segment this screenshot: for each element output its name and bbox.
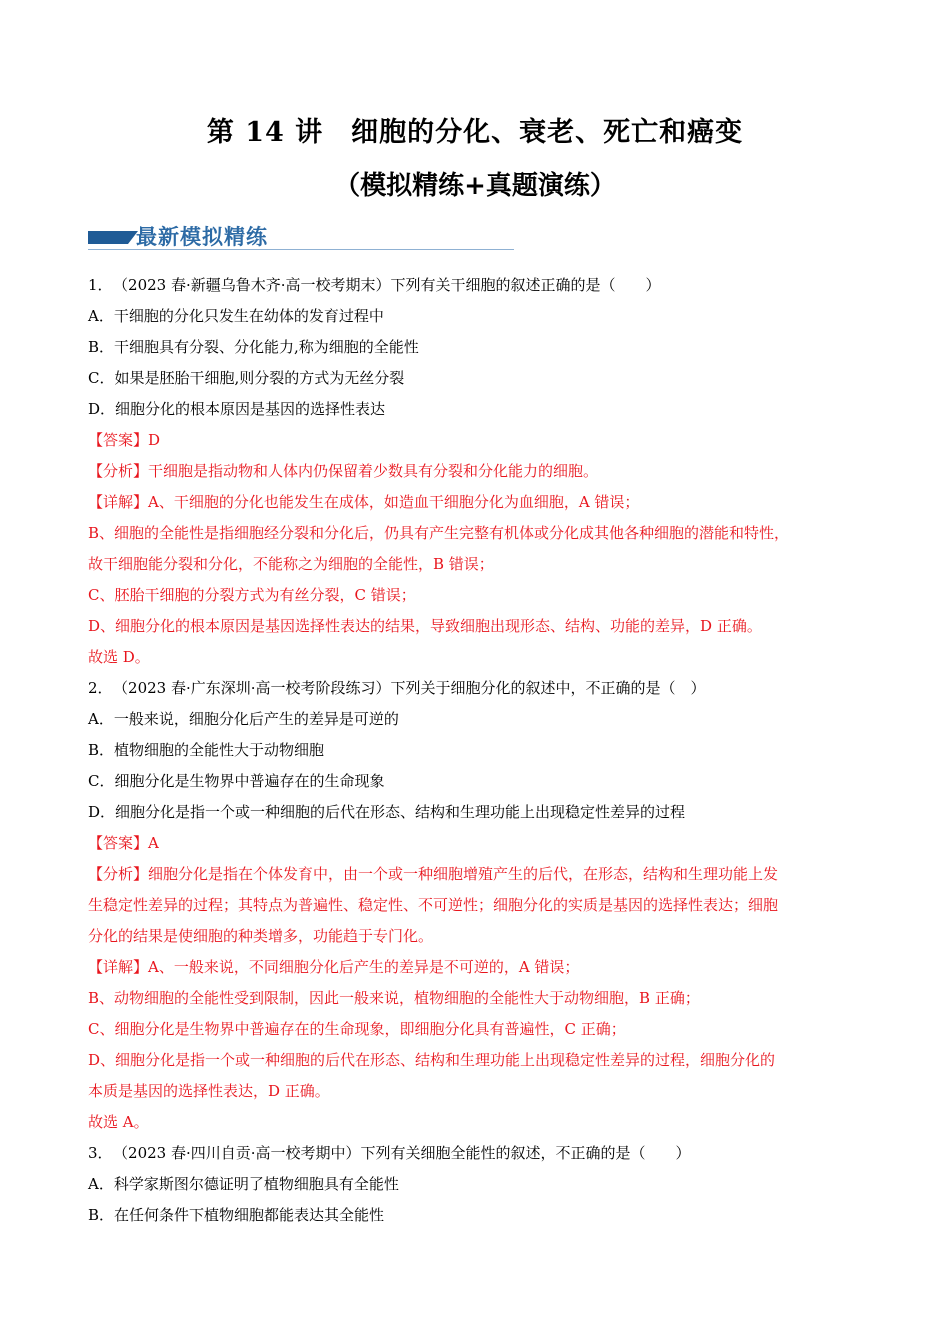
detail-line: 故干细胞能分裂和分化，不能称之为细胞的全能性，B 错误；	[88, 555, 494, 573]
answer: 【答案】D	[88, 431, 161, 449]
answer: 【答案】A	[88, 834, 159, 852]
analysis-line: 【分析】细胞分化是指在个体发育中，由一个或一种细胞增殖产生的后代，在形态，结构和生理功能上发	[88, 865, 779, 883]
detail-line: D、细胞分化是指一个或一种细胞的后代在形态、结构和生理功能上出现稳定性差异的过程，细胞分化的	[88, 1051, 776, 1069]
option-c: C．细胞分化是生物界中普遍存在的生命现象	[88, 772, 385, 790]
option-c: C．如果是胚胎干细胞,则分裂的方式为无丝分裂	[88, 369, 405, 387]
detail-line: C、胚胎干细胞的分裂方式为有丝分裂，C 错误；	[88, 586, 416, 604]
option-b: B．干细胞具有分裂、分化能力,称为细胞的全能性	[88, 338, 419, 356]
question-number: 2．	[88, 679, 113, 697]
question-1	[88, 270, 863, 673]
option-d: D．细胞分化的根本原因是基因的选择性表达	[88, 400, 386, 418]
question-stem: 1． （2023 春·新疆乌鲁木齐·高一校考期末）下列有关干细胞的叙述正确的是（ ）	[88, 276, 661, 294]
detail-line: C、细胞分化是生物界中普遍存在的生命现象，即细胞分化具有普遍性，C 正确；	[88, 1020, 626, 1038]
section-banner	[88, 222, 514, 252]
question-number: 3．	[88, 1144, 113, 1162]
conclusion: 故选 D。	[88, 648, 150, 666]
page-title: 第 14 讲 细胞的分化、衰老、死亡和癌变	[206, 117, 744, 148]
question-stem: 3． （2023 春·四川自贡·高一校考期中）下列有关细胞全能性的叙述，不正确的是（ ）	[88, 1144, 691, 1162]
option-a: A．一般来说，细胞分化后产生的差异是可逆的	[88, 710, 399, 728]
conclusion: 故选 A。	[88, 1113, 149, 1131]
question-number: 1．	[88, 276, 113, 294]
option-a: A．干细胞的分化只发生在幼体的发育过程中	[88, 307, 384, 325]
detail-line: D、细胞分化的根本原因是基因选择性表达的结果，导致细胞出现形态、结构、功能的差异，D 正确。	[88, 617, 762, 635]
page-subtitle: （模拟精练+真题演练）	[334, 171, 616, 201]
option-a: A．科学家斯图尔德证明了植物细胞具有全能性	[88, 1175, 399, 1193]
question-stem: 2． （2023 春·广东深圳·高一校考阶段练习）下列关于细胞分化的叙述中，不正确的是（ ）	[88, 679, 706, 697]
option-d: D．细胞分化是指一个或一种细胞的后代在形态、结构和生理功能上出现稳定性差异的过程	[88, 803, 686, 821]
detail-line: 本质是基因的选择性表达，D 正确。	[88, 1082, 330, 1100]
detail-line: B、动物细胞的全能性受到限制，因此一般来说，植物细胞的全能性大于动物细胞，B 正确；	[88, 989, 700, 1007]
question-list	[88, 270, 863, 1231]
detail-line: B、细胞的全能性是指细胞经分裂和分化后，仍具有产生完整有机体或分化成其他各种细胞的潜能和特性，	[88, 524, 790, 542]
option-b: B．植物细胞的全能性大于动物细胞	[88, 741, 325, 759]
detail-line: 【详解】A、一般来说，不同细胞分化后产生的差异是不可逆的，A 错误；	[88, 958, 580, 976]
banner-underline	[88, 249, 514, 250]
question-2	[88, 673, 863, 1138]
detail-line: 【详解】A、干细胞的分化也能发生在成体，如造血干细胞分化为血细胞，A 错误；	[88, 493, 640, 511]
banner-bar-icon	[88, 231, 128, 244]
analysis-line: 分化的结果是使细胞的种类增多，功能趋于专门化。	[88, 927, 434, 945]
analysis: 【分析】干细胞是指动物和人体内仍保留着少数具有分裂和分化能力的细胞。	[88, 462, 599, 480]
section-title: 最新模拟精练	[136, 224, 268, 249]
analysis-line: 生稳定性差异的过程；其特点为普遍性、稳定性、不可逆性；细胞分化的实质是基因的选择性表达；细胞	[88, 896, 779, 914]
option-b: B．在任何条件下植物细胞都能表达其全能性	[88, 1206, 385, 1224]
question-3	[88, 1138, 863, 1231]
